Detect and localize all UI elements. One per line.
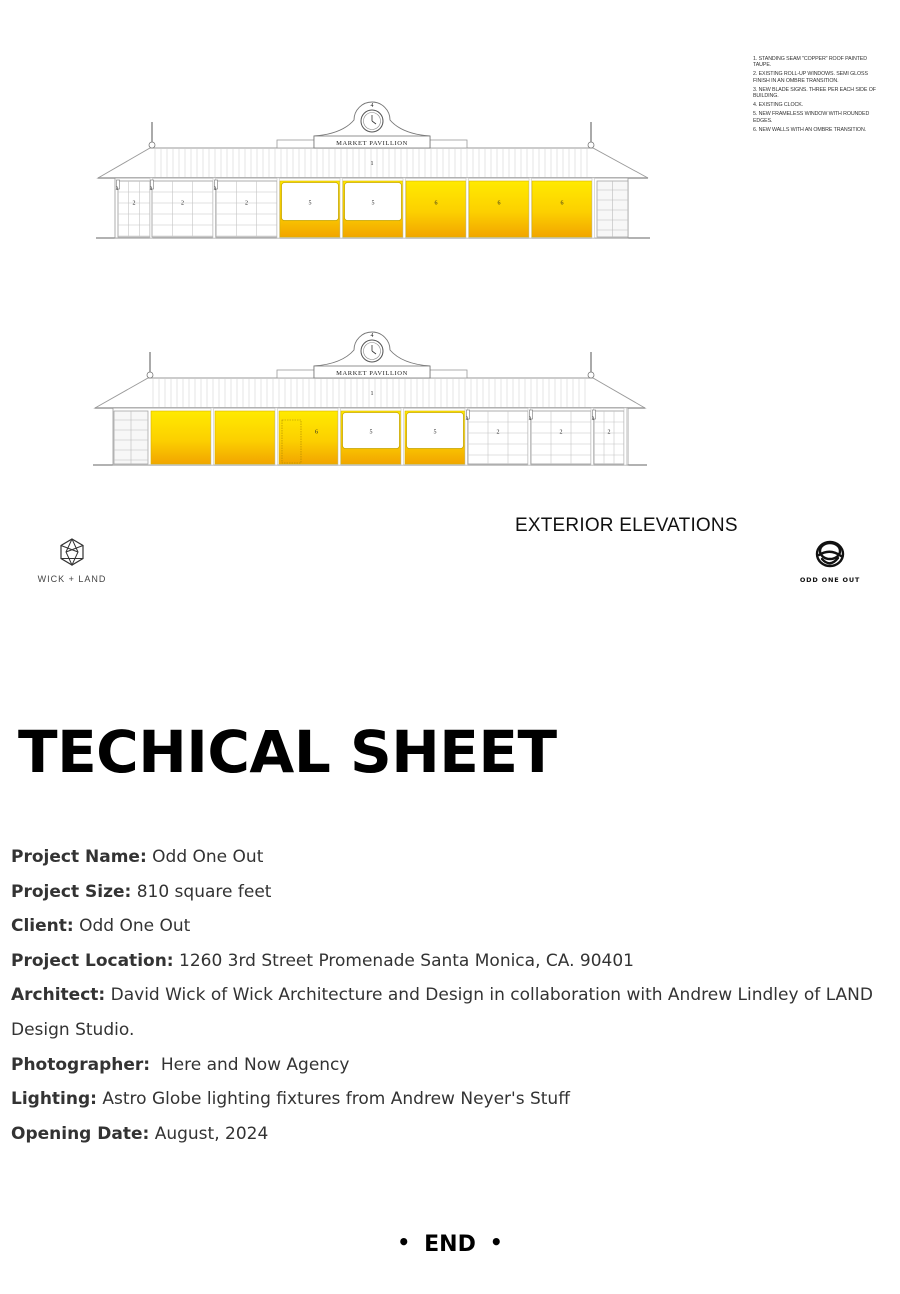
spec-value: Here and Now Agency: [150, 1054, 350, 1075]
bay-callout: 2: [181, 200, 184, 207]
callout-blade: 3: [465, 416, 469, 422]
spec-label: Project Size:: [11, 881, 132, 902]
rollup-door: [465, 411, 528, 464]
bay-callout: 2: [559, 429, 563, 436]
spec-label: Project Name:: [11, 847, 147, 867]
spec-value: 1260 3rd Street Promenade Santa Monica, CA. 90401: [173, 950, 634, 971]
spec-label: Project Location:: [11, 950, 174, 971]
elevation-2: [93, 332, 647, 465]
column: [277, 178, 280, 238]
callout-clock: 4: [370, 103, 374, 109]
ombre-wall: [279, 411, 338, 464]
bullet-icon: •: [489, 1230, 503, 1254]
sign-text: MARKET PAVILLION: [336, 140, 408, 147]
callout-clock: 4: [370, 333, 374, 339]
spec-client: [11, 909, 881, 944]
wick-land-logo: [34, 538, 110, 584]
note: 1. STANDING SEAM "COPPER" ROOF PAINTED TAUPE.: [753, 56, 867, 69]
bay-callout: 5: [369, 429, 373, 436]
callout-blade: 3: [213, 186, 217, 192]
hexagon-logo-icon: [59, 538, 85, 566]
bay-callout: 5: [371, 200, 375, 207]
spec-project-size: [11, 875, 881, 910]
end-label: END: [424, 1232, 476, 1257]
finial-ball: [149, 142, 155, 148]
sheet-label: EXTERIOR ELEVATIONS: [515, 515, 738, 536]
ombre-wall: [215, 411, 275, 464]
rollup-door: [591, 411, 624, 464]
column: [338, 408, 341, 465]
bay-callout: 6: [497, 200, 501, 207]
column: [592, 178, 595, 238]
note: 6. NEW WALLS WITH AN OMBRE TRANSITION.: [753, 126, 867, 133]
column: [401, 408, 404, 465]
ombre-wall: [151, 411, 211, 464]
bay-callout: 6: [560, 200, 564, 207]
column: [529, 178, 532, 238]
spec-value: Odd One Out: [73, 916, 191, 937]
bay-callout: 5: [308, 200, 312, 207]
note: 5. NEW FRAMELESS WINDOW WITH ROUNDED EDGES.: [753, 111, 870, 124]
spec-label: Lighting:: [11, 1089, 97, 1110]
bullet-icon: •: [397, 1230, 411, 1254]
note: 2. EXISTING ROLL-UP WINDOWS. SEMI GLOSS FINISH IN AN OMBRE TRANSITION.: [753, 71, 868, 84]
spec-value: August, 2024: [149, 1123, 269, 1144]
spec-label: Opening Date:: [11, 1123, 150, 1144]
callout-blade: 3: [591, 416, 595, 422]
drawing-notes: [753, 56, 878, 136]
column: [403, 178, 406, 238]
bay-callout: 2: [496, 429, 500, 436]
spec-project-name: [11, 840, 881, 875]
end-marker: [0, 1232, 900, 1257]
odd-one-out-logo-text: ODD ONE OUT: [799, 576, 861, 584]
ombre-wall: [469, 181, 529, 237]
column: [211, 408, 214, 465]
finial-ball: [588, 372, 594, 378]
spec-value: Astro Globe lighting fixtures from Andrew Neyer's Stuff: [96, 1089, 570, 1110]
ombre-wall: [406, 181, 466, 237]
spec-opening-date: [11, 1117, 881, 1152]
bay-callout: 2: [245, 200, 248, 207]
bay-callout: 6: [434, 200, 438, 207]
technical-specs: [11, 840, 881, 1151]
bay-callout: 2: [132, 200, 136, 207]
odd-one-out-logo: [790, 538, 870, 584]
spec-photographer: [11, 1048, 881, 1083]
page-title: TECHICAL SHEET: [18, 718, 557, 786]
column: [624, 408, 627, 465]
sign-text: MARKET PAVILLION: [336, 370, 408, 377]
note: 3. NEW BLADE SIGNS. THREE PER EACH SIDE OF BUILDING.: [753, 86, 876, 100]
spec-value: David Wick of Wick Architecture and Design in collaboration with Andrew Lindley of LAND Design Studio.: [11, 985, 873, 1040]
finial-ball: [147, 372, 153, 378]
rollup-door: [149, 181, 213, 237]
note: 4. EXISTING CLOCK.: [753, 102, 804, 109]
finial-ball: [588, 142, 594, 148]
rollup-door: [213, 181, 277, 237]
spec-value: 810 square feet: [131, 881, 272, 902]
bay-callout: 5: [433, 429, 437, 436]
callout-blade: 3: [115, 186, 119, 192]
callout-roof: 1: [370, 161, 374, 167]
callout-roof: 1: [370, 391, 374, 397]
callout-blade: 3: [528, 416, 532, 422]
bay-callout: 6: [315, 429, 318, 436]
column: [275, 408, 278, 465]
spec-project-location: [11, 944, 881, 979]
scribble-logo-icon: [812, 538, 848, 570]
column: [466, 178, 469, 238]
ombre-wall: [532, 181, 592, 237]
spec-lighting: [11, 1082, 881, 1117]
bay-callout: 2: [607, 429, 611, 436]
spec-label: Photographer:: [11, 1054, 151, 1075]
column: [340, 178, 343, 238]
spec-label: Architect:: [11, 985, 106, 1006]
spec-value: Odd One Out: [146, 847, 264, 867]
spec-label: Client:: [11, 916, 74, 937]
wick-land-logo-text: WICK + LAND: [37, 574, 107, 584]
rollup-door: [528, 411, 591, 464]
rollup-door: [115, 181, 150, 237]
elevation-1: [96, 102, 650, 238]
spec-architect: [11, 978, 881, 1047]
callout-blade: 3: [149, 186, 153, 192]
